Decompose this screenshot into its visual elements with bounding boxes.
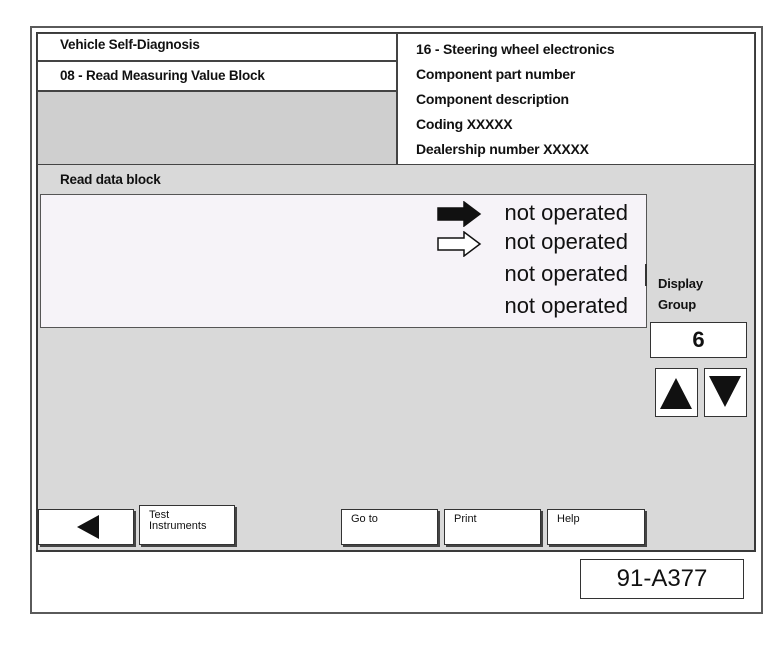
group-up-button[interactable] bbox=[655, 368, 698, 417]
title-bar bbox=[37, 33, 397, 61]
header-gray-area bbox=[37, 91, 397, 165]
triangle-left-icon bbox=[39, 510, 135, 544]
arrow-right-outline-icon bbox=[436, 231, 482, 257]
help-button[interactable]: Help bbox=[547, 509, 645, 545]
data-value-1: not operated bbox=[504, 200, 628, 225]
print-button[interactable]: Print bbox=[444, 509, 541, 545]
controller-name: 16 - Steering wheel electronics bbox=[416, 41, 615, 57]
figure-reference: 91-A377 bbox=[580, 559, 744, 599]
function-title: 08 - Read Measuring Value Block bbox=[60, 68, 265, 83]
coding: Coding XXXXX bbox=[416, 116, 513, 132]
display-group-label-2: Group bbox=[658, 297, 696, 312]
triangle-up-icon bbox=[656, 369, 696, 415]
test-instruments-line2: Instruments bbox=[149, 520, 207, 532]
data-value-4: not operated bbox=[504, 293, 628, 318]
group-down-button[interactable] bbox=[704, 368, 747, 417]
read-data-block-label: Read data block bbox=[60, 172, 161, 187]
goto-button[interactable]: Go to bbox=[341, 509, 438, 545]
controller-info-panel bbox=[397, 33, 755, 165]
function-bar bbox=[37, 61, 397, 91]
data-block-panel bbox=[40, 194, 647, 328]
component-description: Component description bbox=[416, 91, 569, 107]
dealership-number: Dealership number XXXXX bbox=[416, 141, 589, 157]
test-instruments-button[interactable] bbox=[139, 505, 235, 545]
display-group-label-1: Display bbox=[658, 276, 703, 291]
arrow-right-filled-icon bbox=[436, 201, 482, 227]
triangle-down-icon bbox=[705, 369, 745, 415]
display-group-input[interactable]: 6 bbox=[650, 322, 747, 358]
back-button[interactable] bbox=[38, 509, 134, 545]
scroll-indicator bbox=[645, 264, 647, 286]
app-title: Vehicle Self-Diagnosis bbox=[60, 37, 200, 52]
data-value-3: not operated bbox=[504, 261, 628, 286]
test-instruments-line1: Test bbox=[149, 509, 170, 521]
data-value-2: not operated bbox=[504, 229, 628, 254]
component-part-number: Component part number bbox=[416, 66, 576, 82]
